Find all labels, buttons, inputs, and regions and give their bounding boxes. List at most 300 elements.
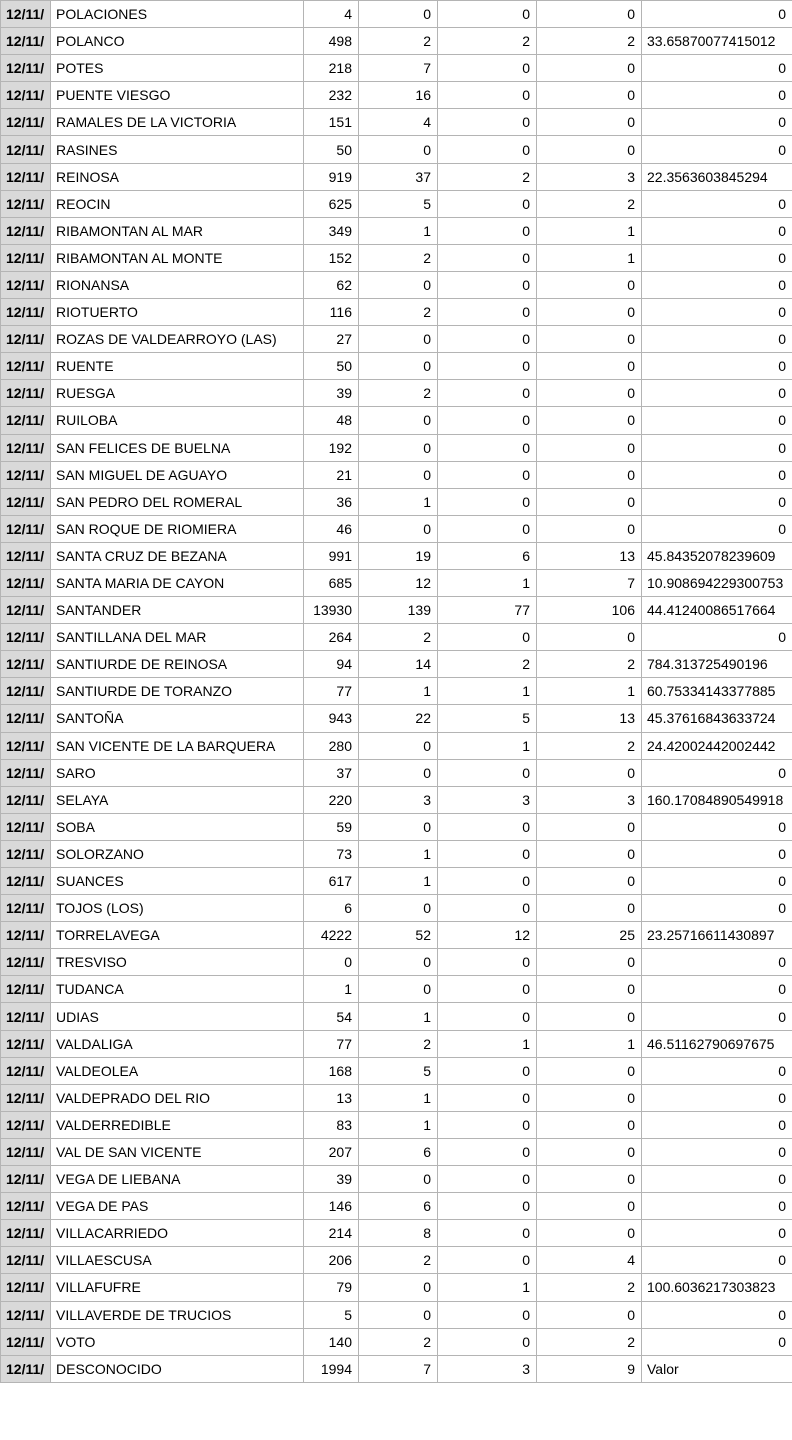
value-a-cell[interactable]: 1	[304, 976, 359, 1003]
rate-cell[interactable]: 160.17084890549918	[642, 786, 792, 813]
value-a-cell[interactable]: 146	[304, 1193, 359, 1220]
value-c-cell[interactable]: 0	[438, 217, 537, 244]
municipality-cell[interactable]: RUESGA	[51, 380, 304, 407]
value-a-cell[interactable]: 21	[304, 461, 359, 488]
municipality-cell[interactable]: REOCIN	[51, 190, 304, 217]
value-c-cell[interactable]: 1	[438, 732, 537, 759]
municipality-cell[interactable]: DESCONOCIDO	[51, 1355, 304, 1382]
municipality-cell[interactable]: VEGA DE PAS	[51, 1193, 304, 1220]
value-b-cell[interactable]: 0	[359, 732, 438, 759]
rate-cell[interactable]: 0	[642, 840, 792, 867]
value-d-cell[interactable]: 9	[537, 1355, 642, 1382]
value-a-cell[interactable]: 214	[304, 1220, 359, 1247]
rate-cell[interactable]: 0	[642, 109, 792, 136]
date-cell[interactable]: 12/11/	[1, 1, 51, 28]
value-c-cell[interactable]: 0	[438, 949, 537, 976]
value-d-cell[interactable]: 0	[537, 326, 642, 353]
date-cell[interactable]: 12/11/	[1, 55, 51, 82]
value-d-cell[interactable]: 2	[537, 1328, 642, 1355]
value-b-cell[interactable]: 52	[359, 922, 438, 949]
value-c-cell[interactable]: 0	[438, 895, 537, 922]
value-c-cell[interactable]: 3	[438, 786, 537, 813]
value-c-cell[interactable]: 0	[438, 1084, 537, 1111]
value-a-cell[interactable]: 207	[304, 1138, 359, 1165]
value-a-cell[interactable]: 4222	[304, 922, 359, 949]
value-a-cell[interactable]: 13930	[304, 597, 359, 624]
value-c-cell[interactable]: 0	[438, 1111, 537, 1138]
municipality-cell[interactable]: VILLACARRIEDO	[51, 1220, 304, 1247]
rate-cell[interactable]: 44.41240086517664	[642, 597, 792, 624]
municipality-cell[interactable]: VEGA DE LIEBANA	[51, 1166, 304, 1193]
value-a-cell[interactable]: 48	[304, 407, 359, 434]
value-d-cell[interactable]: 0	[537, 82, 642, 109]
value-a-cell[interactable]: 37	[304, 759, 359, 786]
date-cell[interactable]: 12/11/	[1, 488, 51, 515]
value-b-cell[interactable]: 19	[359, 542, 438, 569]
date-cell[interactable]: 12/11/	[1, 868, 51, 895]
municipality-cell[interactable]: UDIAS	[51, 1003, 304, 1030]
date-cell[interactable]: 12/11/	[1, 786, 51, 813]
municipality-cell[interactable]: SANTIURDE DE TORANZO	[51, 678, 304, 705]
date-cell[interactable]: 12/11/	[1, 1274, 51, 1301]
value-b-cell[interactable]: 2	[359, 28, 438, 55]
value-d-cell[interactable]: 0	[537, 1084, 642, 1111]
date-cell[interactable]: 12/11/	[1, 1220, 51, 1247]
rate-cell[interactable]: 0	[642, 624, 792, 651]
value-c-cell[interactable]: 0	[438, 271, 537, 298]
date-cell[interactable]: 12/11/	[1, 163, 51, 190]
value-a-cell[interactable]: 168	[304, 1057, 359, 1084]
municipality-cell[interactable]: POTES	[51, 55, 304, 82]
value-d-cell[interactable]: 0	[537, 813, 642, 840]
municipality-cell[interactable]: VAL DE SAN VICENTE	[51, 1138, 304, 1165]
value-c-cell[interactable]: 0	[438, 1057, 537, 1084]
municipality-cell[interactable]: VALDEOLEA	[51, 1057, 304, 1084]
value-d-cell[interactable]: 1	[537, 217, 642, 244]
value-b-cell[interactable]: 0	[359, 759, 438, 786]
value-c-cell[interactable]: 0	[438, 813, 537, 840]
value-c-cell[interactable]: 0	[438, 759, 537, 786]
value-c-cell[interactable]: 1	[438, 569, 537, 596]
date-cell[interactable]: 12/11/	[1, 813, 51, 840]
rate-cell[interactable]: 10.908694229300753	[642, 569, 792, 596]
value-d-cell[interactable]: 2	[537, 732, 642, 759]
municipality-cell[interactable]: VALDALIGA	[51, 1030, 304, 1057]
value-b-cell[interactable]: 1	[359, 840, 438, 867]
value-a-cell[interactable]: 77	[304, 1030, 359, 1057]
value-b-cell[interactable]: 0	[359, 976, 438, 1003]
date-cell[interactable]: 12/11/	[1, 1166, 51, 1193]
value-a-cell[interactable]: 116	[304, 299, 359, 326]
value-b-cell[interactable]: 2	[359, 624, 438, 651]
rate-cell[interactable]: 0	[642, 1003, 792, 1030]
value-d-cell[interactable]: 0	[537, 109, 642, 136]
value-b-cell[interactable]: 16	[359, 82, 438, 109]
value-a-cell[interactable]: 77	[304, 678, 359, 705]
rate-cell[interactable]: 0	[642, 976, 792, 1003]
rate-cell[interactable]: 0	[642, 136, 792, 163]
municipality-cell[interactable]: PUENTE VIESGO	[51, 82, 304, 109]
value-d-cell[interactable]: 3	[537, 163, 642, 190]
value-d-cell[interactable]: 0	[537, 840, 642, 867]
value-a-cell[interactable]: 625	[304, 190, 359, 217]
rate-cell[interactable]: 0	[642, 949, 792, 976]
date-cell[interactable]: 12/11/	[1, 28, 51, 55]
value-d-cell[interactable]: 0	[537, 55, 642, 82]
value-d-cell[interactable]: 0	[537, 1057, 642, 1084]
municipality-cell[interactable]: SELAYA	[51, 786, 304, 813]
value-c-cell[interactable]: 1	[438, 1030, 537, 1057]
date-cell[interactable]: 12/11/	[1, 1138, 51, 1165]
municipality-cell[interactable]: VILLAESCUSA	[51, 1247, 304, 1274]
value-b-cell[interactable]: 37	[359, 163, 438, 190]
value-a-cell[interactable]: 94	[304, 651, 359, 678]
date-cell[interactable]: 12/11/	[1, 1084, 51, 1111]
value-b-cell[interactable]: 6	[359, 1193, 438, 1220]
value-d-cell[interactable]: 0	[537, 1138, 642, 1165]
date-cell[interactable]: 12/11/	[1, 922, 51, 949]
value-c-cell[interactable]: 0	[438, 380, 537, 407]
value-a-cell[interactable]: 0	[304, 949, 359, 976]
value-d-cell[interactable]: 0	[537, 1003, 642, 1030]
value-c-cell[interactable]: 5	[438, 705, 537, 732]
date-cell[interactable]: 12/11/	[1, 109, 51, 136]
value-a-cell[interactable]: 280	[304, 732, 359, 759]
date-cell[interactable]: 12/11/	[1, 651, 51, 678]
municipality-cell[interactable]: SOBA	[51, 813, 304, 840]
value-a-cell[interactable]: 39	[304, 1166, 359, 1193]
value-c-cell[interactable]: 0	[438, 55, 537, 82]
municipality-cell[interactable]: SAN PEDRO DEL ROMERAL	[51, 488, 304, 515]
value-d-cell[interactable]: 0	[537, 1220, 642, 1247]
rate-cell[interactable]: 0	[642, 515, 792, 542]
rate-cell[interactable]: 60.75334143377885	[642, 678, 792, 705]
value-d-cell[interactable]: 0	[537, 353, 642, 380]
value-b-cell[interactable]: 0	[359, 271, 438, 298]
value-d-cell[interactable]: 4	[537, 1247, 642, 1274]
value-c-cell[interactable]: 0	[438, 82, 537, 109]
municipality-cell[interactable]: TOJOS (LOS)	[51, 895, 304, 922]
value-a-cell[interactable]: 685	[304, 569, 359, 596]
date-cell[interactable]: 12/11/	[1, 326, 51, 353]
rate-cell[interactable]: 0	[642, 488, 792, 515]
rate-cell[interactable]: 0	[642, 190, 792, 217]
date-cell[interactable]: 12/11/	[1, 1328, 51, 1355]
rate-cell[interactable]: 0	[642, 1166, 792, 1193]
rate-cell[interactable]: 46.51162790697675	[642, 1030, 792, 1057]
value-d-cell[interactable]: 1	[537, 1030, 642, 1057]
value-b-cell[interactable]: 0	[359, 407, 438, 434]
date-cell[interactable]: 12/11/	[1, 1030, 51, 1057]
value-a-cell[interactable]: 220	[304, 786, 359, 813]
rate-cell[interactable]: 0	[642, 1084, 792, 1111]
rate-cell[interactable]: 45.37616843633724	[642, 705, 792, 732]
value-d-cell[interactable]: 13	[537, 542, 642, 569]
value-a-cell[interactable]: 206	[304, 1247, 359, 1274]
value-c-cell[interactable]: 0	[438, 1138, 537, 1165]
rate-cell[interactable]: 0	[642, 1111, 792, 1138]
municipality-cell[interactable]: SANTILLANA DEL MAR	[51, 624, 304, 651]
value-b-cell[interactable]: 0	[359, 949, 438, 976]
value-d-cell[interactable]: 2	[537, 651, 642, 678]
date-cell[interactable]: 12/11/	[1, 569, 51, 596]
value-b-cell[interactable]: 0	[359, 136, 438, 163]
municipality-cell[interactable]: SARO	[51, 759, 304, 786]
value-b-cell[interactable]: 1	[359, 1003, 438, 1030]
value-d-cell[interactable]: 0	[537, 461, 642, 488]
value-c-cell[interactable]: 0	[438, 624, 537, 651]
municipality-cell[interactable]: SANTANDER	[51, 597, 304, 624]
municipality-cell[interactable]: TORRELAVEGA	[51, 922, 304, 949]
value-b-cell[interactable]: 5	[359, 1057, 438, 1084]
rate-cell[interactable]: 0	[642, 1247, 792, 1274]
date-cell[interactable]: 12/11/	[1, 190, 51, 217]
value-b-cell[interactable]: 8	[359, 1220, 438, 1247]
rate-cell[interactable]: 33.65870077415012	[642, 28, 792, 55]
date-cell[interactable]: 12/11/	[1, 244, 51, 271]
value-c-cell[interactable]: 0	[438, 461, 537, 488]
value-d-cell[interactable]: 7	[537, 569, 642, 596]
date-cell[interactable]: 12/11/	[1, 1193, 51, 1220]
value-b-cell[interactable]: 0	[359, 434, 438, 461]
value-b-cell[interactable]: 6	[359, 1138, 438, 1165]
municipality-cell[interactable]: VALDERREDIBLE	[51, 1111, 304, 1138]
rate-cell[interactable]: 0	[642, 1057, 792, 1084]
value-d-cell[interactable]: 0	[537, 759, 642, 786]
value-a-cell[interactable]: 6	[304, 895, 359, 922]
date-cell[interactable]: 12/11/	[1, 895, 51, 922]
rate-cell[interactable]: 0	[642, 55, 792, 82]
value-c-cell[interactable]: 0	[438, 868, 537, 895]
value-d-cell[interactable]: 0	[537, 1, 642, 28]
rate-cell[interactable]: 0	[642, 1301, 792, 1328]
rate-cell[interactable]: 22.3563603845294	[642, 163, 792, 190]
value-c-cell[interactable]: 0	[438, 244, 537, 271]
value-d-cell[interactable]: 0	[537, 949, 642, 976]
date-cell[interactable]: 12/11/	[1, 840, 51, 867]
municipality-cell[interactable]: TRESVISO	[51, 949, 304, 976]
value-a-cell[interactable]: 5	[304, 1301, 359, 1328]
value-b-cell[interactable]: 0	[359, 515, 438, 542]
value-d-cell[interactable]: 0	[537, 1111, 642, 1138]
rate-cell[interactable]: 0	[642, 217, 792, 244]
value-d-cell[interactable]: 0	[537, 895, 642, 922]
municipality-cell[interactable]: VALDEPRADO DEL RIO	[51, 1084, 304, 1111]
value-b-cell[interactable]: 14	[359, 651, 438, 678]
value-d-cell[interactable]: 0	[537, 380, 642, 407]
value-b-cell[interactable]: 0	[359, 1301, 438, 1328]
value-d-cell[interactable]: 0	[537, 515, 642, 542]
value-c-cell[interactable]: 0	[438, 434, 537, 461]
value-c-cell[interactable]: 3	[438, 1355, 537, 1382]
value-a-cell[interactable]: 62	[304, 271, 359, 298]
date-cell[interactable]: 12/11/	[1, 1111, 51, 1138]
value-c-cell[interactable]: 6	[438, 542, 537, 569]
value-d-cell[interactable]: 1	[537, 678, 642, 705]
date-cell[interactable]: 12/11/	[1, 732, 51, 759]
date-cell[interactable]: 12/11/	[1, 542, 51, 569]
municipality-cell[interactable]: RIBAMONTAN AL MONTE	[51, 244, 304, 271]
value-a-cell[interactable]: 140	[304, 1328, 359, 1355]
value-b-cell[interactable]: 0	[359, 1166, 438, 1193]
value-d-cell[interactable]: 0	[537, 136, 642, 163]
rate-cell[interactable]: 0	[642, 434, 792, 461]
municipality-cell[interactable]: SANTOÑA	[51, 705, 304, 732]
value-d-cell[interactable]: 3	[537, 786, 642, 813]
value-b-cell[interactable]: 139	[359, 597, 438, 624]
value-c-cell[interactable]: 0	[438, 1301, 537, 1328]
value-c-cell[interactable]: 0	[438, 1, 537, 28]
municipality-cell[interactable]: SANTIURDE DE REINOSA	[51, 651, 304, 678]
value-a-cell[interactable]: 264	[304, 624, 359, 651]
municipality-cell[interactable]: SANTA MARIA DE CAYON	[51, 569, 304, 596]
date-cell[interactable]: 12/11/	[1, 380, 51, 407]
value-d-cell[interactable]: 2	[537, 190, 642, 217]
value-a-cell[interactable]: 1994	[304, 1355, 359, 1382]
value-b-cell[interactable]: 1	[359, 868, 438, 895]
rate-cell[interactable]: 45.84352078239609	[642, 542, 792, 569]
value-a-cell[interactable]: 39	[304, 380, 359, 407]
value-c-cell[interactable]: 2	[438, 28, 537, 55]
value-d-cell[interactable]: 0	[537, 488, 642, 515]
value-c-cell[interactable]: 0	[438, 976, 537, 1003]
value-a-cell[interactable]: 218	[304, 55, 359, 82]
rate-cell[interactable]: 0	[642, 868, 792, 895]
value-b-cell[interactable]: 1	[359, 1084, 438, 1111]
value-c-cell[interactable]: 0	[438, 515, 537, 542]
date-cell[interactable]: 12/11/	[1, 82, 51, 109]
date-cell[interactable]: 12/11/	[1, 515, 51, 542]
rate-cell[interactable]: 0	[642, 1220, 792, 1247]
value-b-cell[interactable]: 2	[359, 1247, 438, 1274]
value-a-cell[interactable]: 59	[304, 813, 359, 840]
municipality-cell[interactable]: ROZAS DE VALDEARROYO (LAS)	[51, 326, 304, 353]
value-d-cell[interactable]: 0	[537, 299, 642, 326]
municipality-cell[interactable]: POLACIONES	[51, 1, 304, 28]
date-cell[interactable]: 12/11/	[1, 461, 51, 488]
value-a-cell[interactable]: 498	[304, 28, 359, 55]
rate-cell[interactable]: 0	[642, 759, 792, 786]
date-cell[interactable]: 12/11/	[1, 353, 51, 380]
municipality-cell[interactable]: SANTA CRUZ DE BEZANA	[51, 542, 304, 569]
date-cell[interactable]: 12/11/	[1, 624, 51, 651]
value-b-cell[interactable]: 2	[359, 380, 438, 407]
value-d-cell[interactable]: 0	[537, 624, 642, 651]
value-c-cell[interactable]: 0	[438, 407, 537, 434]
value-a-cell[interactable]: 919	[304, 163, 359, 190]
value-a-cell[interactable]: 192	[304, 434, 359, 461]
value-a-cell[interactable]: 83	[304, 1111, 359, 1138]
value-a-cell[interactable]: 50	[304, 136, 359, 163]
value-b-cell[interactable]: 4	[359, 109, 438, 136]
date-cell[interactable]: 12/11/	[1, 407, 51, 434]
date-cell[interactable]: 12/11/	[1, 1003, 51, 1030]
value-b-cell[interactable]: 7	[359, 1355, 438, 1382]
value-b-cell[interactable]: 0	[359, 813, 438, 840]
value-b-cell[interactable]: 3	[359, 786, 438, 813]
value-c-cell[interactable]: 0	[438, 190, 537, 217]
municipality-cell[interactable]: TUDANCA	[51, 976, 304, 1003]
value-a-cell[interactable]: 151	[304, 109, 359, 136]
rate-cell[interactable]: 0	[642, 326, 792, 353]
value-b-cell[interactable]: 2	[359, 299, 438, 326]
value-c-cell[interactable]: 2	[438, 651, 537, 678]
value-c-cell[interactable]: 0	[438, 1003, 537, 1030]
value-b-cell[interactable]: 2	[359, 1030, 438, 1057]
date-cell[interactable]: 12/11/	[1, 949, 51, 976]
value-a-cell[interactable]: 617	[304, 868, 359, 895]
municipality-cell[interactable]: RIONANSA	[51, 271, 304, 298]
value-c-cell[interactable]: 1	[438, 1274, 537, 1301]
municipality-cell[interactable]: VILLAFUFRE	[51, 1274, 304, 1301]
value-a-cell[interactable]: 27	[304, 326, 359, 353]
rate-cell[interactable]: 24.42002442002442	[642, 732, 792, 759]
value-d-cell[interactable]: 0	[537, 1166, 642, 1193]
value-b-cell[interactable]: 2	[359, 244, 438, 271]
municipality-cell[interactable]: VOTO	[51, 1328, 304, 1355]
rate-cell[interactable]: Valor	[642, 1355, 792, 1382]
value-a-cell[interactable]: 349	[304, 217, 359, 244]
municipality-cell[interactable]: SUANCES	[51, 868, 304, 895]
date-cell[interactable]: 12/11/	[1, 299, 51, 326]
date-cell[interactable]: 12/11/	[1, 1057, 51, 1084]
value-a-cell[interactable]: 73	[304, 840, 359, 867]
value-b-cell[interactable]: 0	[359, 353, 438, 380]
value-c-cell[interactable]: 0	[438, 1220, 537, 1247]
value-b-cell[interactable]: 7	[359, 55, 438, 82]
rate-cell[interactable]: 0	[642, 299, 792, 326]
value-d-cell[interactable]: 25	[537, 922, 642, 949]
value-c-cell[interactable]: 77	[438, 597, 537, 624]
value-b-cell[interactable]: 2	[359, 1328, 438, 1355]
date-cell[interactable]: 12/11/	[1, 271, 51, 298]
municipality-cell[interactable]: SAN MIGUEL DE AGUAYO	[51, 461, 304, 488]
value-c-cell[interactable]: 12	[438, 922, 537, 949]
rate-cell[interactable]: 23.25716611430897	[642, 922, 792, 949]
municipality-cell[interactable]: RIBAMONTAN AL MAR	[51, 217, 304, 244]
date-cell[interactable]: 12/11/	[1, 217, 51, 244]
municipality-cell[interactable]: RIOTUERTO	[51, 299, 304, 326]
rate-cell[interactable]: 0	[642, 353, 792, 380]
date-cell[interactable]: 12/11/	[1, 1247, 51, 1274]
municipality-cell[interactable]: SAN VICENTE DE LA BARQUERA	[51, 732, 304, 759]
value-d-cell[interactable]: 0	[537, 1193, 642, 1220]
value-a-cell[interactable]: 50	[304, 353, 359, 380]
municipality-cell[interactable]: VILLAVERDE DE TRUCIOS	[51, 1301, 304, 1328]
value-a-cell[interactable]: 36	[304, 488, 359, 515]
value-b-cell[interactable]: 22	[359, 705, 438, 732]
value-b-cell[interactable]: 1	[359, 1111, 438, 1138]
rate-cell[interactable]: 0	[642, 244, 792, 271]
value-c-cell[interactable]: 0	[438, 1328, 537, 1355]
value-b-cell[interactable]: 12	[359, 569, 438, 596]
value-a-cell[interactable]: 991	[304, 542, 359, 569]
value-d-cell[interactable]: 0	[537, 1301, 642, 1328]
rate-cell[interactable]: 0	[642, 271, 792, 298]
rate-cell[interactable]: 0	[642, 895, 792, 922]
value-b-cell[interactable]: 1	[359, 488, 438, 515]
municipality-cell[interactable]: RAMALES DE LA VICTORIA	[51, 109, 304, 136]
date-cell[interactable]: 12/11/	[1, 976, 51, 1003]
value-c-cell[interactable]: 0	[438, 1247, 537, 1274]
date-cell[interactable]: 12/11/	[1, 678, 51, 705]
value-d-cell[interactable]: 106	[537, 597, 642, 624]
rate-cell[interactable]: 0	[642, 1, 792, 28]
value-c-cell[interactable]: 0	[438, 1166, 537, 1193]
municipality-cell[interactable]: RUENTE	[51, 353, 304, 380]
value-b-cell[interactable]: 0	[359, 1, 438, 28]
value-b-cell[interactable]: 0	[359, 461, 438, 488]
